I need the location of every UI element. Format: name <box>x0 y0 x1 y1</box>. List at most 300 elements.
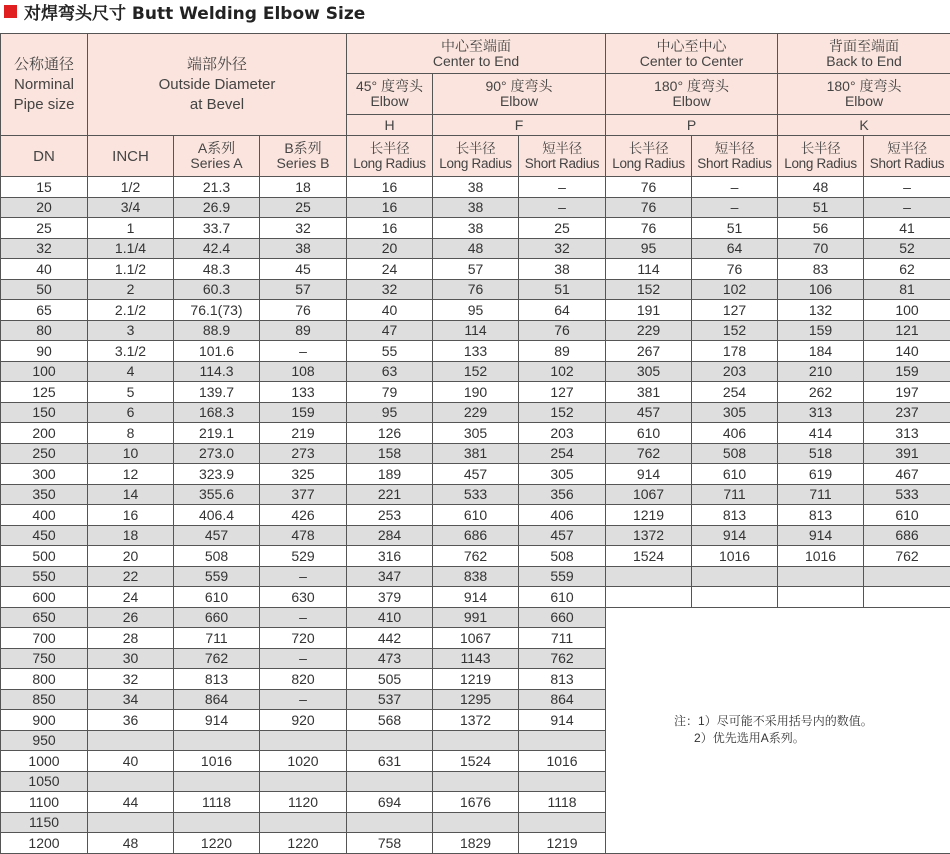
cell-series-a: 864 <box>174 689 260 710</box>
cell-series-a: 559 <box>174 566 260 587</box>
cell-f-long: 1295 <box>433 689 519 710</box>
cell-k-long: 414 <box>778 423 864 444</box>
cell-f-short: 305 <box>519 464 606 485</box>
cell-series-a: 660 <box>174 607 260 628</box>
cell-inch: 24 <box>88 587 174 608</box>
cell-series-b: 18 <box>260 177 347 198</box>
cell-series-a: 21.3 <box>174 177 260 198</box>
cell-f-short: 25 <box>519 218 606 239</box>
cell-k-short: 140 <box>864 341 950 362</box>
header-h-long-radius: 长半径 Long Radius <box>347 136 433 177</box>
cell-dn: 150 <box>1 402 88 423</box>
cell-inch: 4 <box>88 361 174 382</box>
cell-dn: 450 <box>1 525 88 546</box>
cell-f-short: 1118 <box>519 792 606 813</box>
cell-series-b: 820 <box>260 669 347 690</box>
cell-dn: 350 <box>1 484 88 505</box>
cell-f-short: 203 <box>519 423 606 444</box>
cell-p-long: 1067 <box>606 484 692 505</box>
cell-k-short: 533 <box>864 484 950 505</box>
page-title <box>0 0 950 28</box>
cell-f-short: 356 <box>519 484 606 505</box>
cell-f-long <box>433 771 519 792</box>
cell-series-a: 139.7 <box>174 382 260 403</box>
cell-inch: 28 <box>88 628 174 649</box>
cell-h-long: 568 <box>347 710 433 731</box>
cell-p-short: 305 <box>692 402 778 423</box>
cell-inch: 5 <box>88 382 174 403</box>
cell-k-short <box>864 566 950 587</box>
cell-series-b: 273 <box>260 443 347 464</box>
cell-k-short: 237 <box>864 402 950 423</box>
cell-inch: 1.1/4 <box>88 238 174 259</box>
table-row <box>1 320 950 341</box>
cell-k-short: 197 <box>864 382 950 403</box>
cell-f-short: 1016 <box>519 751 606 772</box>
cell-p-short: 203 <box>692 361 778 382</box>
cell-f-short: 914 <box>519 710 606 731</box>
header-p-short-radius: 短半径 Short Radius <box>692 136 778 177</box>
cell-f-short: 559 <box>519 566 606 587</box>
cell-p-long: 229 <box>606 320 692 341</box>
cell-p-long: 305 <box>606 361 692 382</box>
cell-p-short: 178 <box>692 341 778 362</box>
cell-p-short: 610 <box>692 464 778 485</box>
header-f-long-radius: 长半径 Long Radius <box>433 136 519 177</box>
cell-h-long: 16 <box>347 177 433 198</box>
cell-p-short: 152 <box>692 320 778 341</box>
cell-f-short: 64 <box>519 300 606 321</box>
cell-k-short: 41 <box>864 218 950 239</box>
cell-f-long: 914 <box>433 587 519 608</box>
cell-h-long: 32 <box>347 279 433 300</box>
cell-series-a: 323.9 <box>174 464 260 485</box>
cell-series-a: 711 <box>174 628 260 649</box>
cell-dn: 550 <box>1 566 88 587</box>
cell-f-short: 76 <box>519 320 606 341</box>
cell-series-b: 159 <box>260 402 347 423</box>
cell-dn: 25 <box>1 218 88 239</box>
table-row <box>1 607 950 628</box>
cell-f-long: 48 <box>433 238 519 259</box>
cell-f-short: 406 <box>519 505 606 526</box>
cell-series-b: – <box>260 341 347 362</box>
cell-f-long: 610 <box>433 505 519 526</box>
cell-inch: 1/2 <box>88 177 174 198</box>
cell-f-short: 457 <box>519 525 606 546</box>
cell-p-long: 457 <box>606 402 692 423</box>
cell-inch: 10 <box>88 443 174 464</box>
cell-inch: 14 <box>88 484 174 505</box>
cell-inch: 8 <box>88 423 174 444</box>
cell-f-long: 991 <box>433 607 519 628</box>
cell-h-long <box>347 771 433 792</box>
cell-series-b: 89 <box>260 320 347 341</box>
cell-f-short: – <box>519 197 606 218</box>
cell-h-long: 20 <box>347 238 433 259</box>
cell-h-long: 410 <box>347 607 433 628</box>
cell-h-long: 16 <box>347 197 433 218</box>
cell-f-short: 51 <box>519 279 606 300</box>
cell-series-b: 426 <box>260 505 347 526</box>
cell-h-long: 63 <box>347 361 433 382</box>
cell-inch: 2 <box>88 279 174 300</box>
cell-series-b: 478 <box>260 525 347 546</box>
cell-k-short: 610 <box>864 505 950 526</box>
cell-k-long: 184 <box>778 341 864 362</box>
cell-p-long: 610 <box>606 423 692 444</box>
cell-series-b: – <box>260 689 347 710</box>
cell-p-short: 813 <box>692 505 778 526</box>
cell-f-short: 864 <box>519 689 606 710</box>
cell-p-long: 191 <box>606 300 692 321</box>
table-row <box>1 484 950 505</box>
cell-p-long: 76 <box>606 177 692 198</box>
cell-k-short: 100 <box>864 300 950 321</box>
cell-h-long: 158 <box>347 443 433 464</box>
cell-dn: 100 <box>1 361 88 382</box>
cell-f-short: 610 <box>519 587 606 608</box>
cell-series-b: 920 <box>260 710 347 731</box>
cell-series-a: 88.9 <box>174 320 260 341</box>
header-f-short-radius: 短半径 Short Radius <box>519 136 606 177</box>
cell-k-long <box>778 566 864 587</box>
cell-k-long <box>778 587 864 608</box>
cell-f-long: 1219 <box>433 669 519 690</box>
cell-p-short: 102 <box>692 279 778 300</box>
cell-h-long: 79 <box>347 382 433 403</box>
cell-inch: 22 <box>88 566 174 587</box>
cell-series-a: 610 <box>174 587 260 608</box>
cell-f-long: 686 <box>433 525 519 546</box>
cell-f-short <box>519 771 606 792</box>
cell-f-long: 95 <box>433 300 519 321</box>
cell-f-long: 190 <box>433 382 519 403</box>
cell-series-a: 33.7 <box>174 218 260 239</box>
cell-dn: 600 <box>1 587 88 608</box>
cell-f-long: 762 <box>433 546 519 567</box>
cell-f-short: 89 <box>519 341 606 362</box>
cell-series-b: 630 <box>260 587 347 608</box>
cell-dn: 20 <box>1 197 88 218</box>
cell-p-short: 127 <box>692 300 778 321</box>
table-row <box>1 341 950 362</box>
cell-dn: 750 <box>1 648 88 669</box>
cell-series-a: 355.6 <box>174 484 260 505</box>
cell-f-long: 1829 <box>433 833 519 854</box>
cell-inch: 30 <box>88 648 174 669</box>
cell-series-b: – <box>260 607 347 628</box>
cell-h-long: 47 <box>347 320 433 341</box>
cell-series-b: 76 <box>260 300 347 321</box>
cell-f-short <box>519 730 606 751</box>
header-f: F <box>433 115 606 136</box>
cell-series-a: 508 <box>174 546 260 567</box>
cell-k-short: 391 <box>864 443 950 464</box>
cell-f-long: 76 <box>433 279 519 300</box>
cell-f-long: 229 <box>433 402 519 423</box>
cell-f-long: 152 <box>433 361 519 382</box>
cell-inch: 12 <box>88 464 174 485</box>
cell-series-a: 762 <box>174 648 260 669</box>
cell-series-a: 219.1 <box>174 423 260 444</box>
cell-inch: 1.1/2 <box>88 259 174 280</box>
cell-f-short: 1219 <box>519 833 606 854</box>
cell-p-short: 64 <box>692 238 778 259</box>
cell-series-b: 57 <box>260 279 347 300</box>
cell-series-b: – <box>260 566 347 587</box>
table-row <box>1 443 950 464</box>
cell-p-short: 1016 <box>692 546 778 567</box>
cell-inch <box>88 771 174 792</box>
cell-f-long: 305 <box>433 423 519 444</box>
cell-inch: 18 <box>88 525 174 546</box>
cell-series-b: 1220 <box>260 833 347 854</box>
table-body <box>1 177 950 854</box>
cell-k-short: 313 <box>864 423 950 444</box>
cell-series-a: 1016 <box>174 751 260 772</box>
cell-p-long: 762 <box>606 443 692 464</box>
cell-series-b: 45 <box>260 259 347 280</box>
table-row <box>1 566 950 587</box>
table-row <box>1 218 950 239</box>
cell-series-a: 457 <box>174 525 260 546</box>
table-row <box>1 546 950 567</box>
cell-dn: 32 <box>1 238 88 259</box>
header-45-elbow: 45° 度弯头 Elbow <box>347 74 433 115</box>
table-row <box>1 259 950 280</box>
cell-p-short: – <box>692 177 778 198</box>
cell-series-a: 60.3 <box>174 279 260 300</box>
cell-inch: 48 <box>88 833 174 854</box>
cell-k-long: 51 <box>778 197 864 218</box>
cell-k-short: 81 <box>864 279 950 300</box>
header-back-to-end: 背面至端面 Back to End <box>778 34 950 74</box>
cell-p-long: 95 <box>606 238 692 259</box>
cell-p-long: 1372 <box>606 525 692 546</box>
cell-k-short: 686 <box>864 525 950 546</box>
cell-f-long: 38 <box>433 177 519 198</box>
cell-p-short <box>692 587 778 608</box>
cell-inch: 20 <box>88 546 174 567</box>
cell-dn: 1000 <box>1 751 88 772</box>
cell-series-a <box>174 812 260 833</box>
table-row <box>1 300 950 321</box>
cell-dn: 700 <box>1 628 88 649</box>
cell-inch: 34 <box>88 689 174 710</box>
cell-p-long <box>606 566 692 587</box>
cell-f-long <box>433 730 519 751</box>
cell-h-long: 95 <box>347 402 433 423</box>
header-center-to-center: 中心至中心 Center to Center <box>606 34 778 74</box>
cell-f-short: 813 <box>519 669 606 690</box>
cell-dn: 1100 <box>1 792 88 813</box>
cell-dn: 80 <box>1 320 88 341</box>
cell-k-short: 467 <box>864 464 950 485</box>
notes: 注：1）尽可能不采用括号内的数值。 2）优先选用A系列。 <box>606 607 950 853</box>
cell-inch: 3.1/2 <box>88 341 174 362</box>
table-row <box>1 382 950 403</box>
cell-dn: 1200 <box>1 833 88 854</box>
cell-k-long: 1016 <box>778 546 864 567</box>
cell-series-b <box>260 730 347 751</box>
cell-k-long: 711 <box>778 484 864 505</box>
cell-series-a: 114.3 <box>174 361 260 382</box>
cell-p-short: 51 <box>692 218 778 239</box>
table-row <box>1 587 950 608</box>
cell-k-long: 619 <box>778 464 864 485</box>
cell-inch: 36 <box>88 710 174 731</box>
cell-f-short <box>519 812 606 833</box>
cell-f-short: 762 <box>519 648 606 669</box>
cell-series-b: 720 <box>260 628 347 649</box>
cell-k-long: 313 <box>778 402 864 423</box>
cell-h-long <box>347 730 433 751</box>
header-h: H <box>347 115 433 136</box>
header-inch: INCH <box>88 136 174 177</box>
table-row <box>1 464 950 485</box>
header-k-short-radius: 短半径 Short Radius <box>864 136 950 177</box>
cell-dn: 200 <box>1 423 88 444</box>
cell-h-long: 631 <box>347 751 433 772</box>
cell-h-long: 473 <box>347 648 433 669</box>
cell-k-short: 762 <box>864 546 950 567</box>
cell-k-long: 518 <box>778 443 864 464</box>
cell-f-long: 114 <box>433 320 519 341</box>
cell-series-b: – <box>260 648 347 669</box>
cell-series-a: 914 <box>174 710 260 731</box>
cell-dn: 650 <box>1 607 88 628</box>
cell-inch <box>88 730 174 751</box>
cell-dn: 300 <box>1 464 88 485</box>
cell-h-long: 537 <box>347 689 433 710</box>
cell-p-long: 381 <box>606 382 692 403</box>
cell-f-long: 1676 <box>433 792 519 813</box>
header-p-long-radius: 长半径 Long Radius <box>606 136 692 177</box>
cell-h-long: 505 <box>347 669 433 690</box>
cell-inch: 40 <box>88 751 174 772</box>
cell-series-a <box>174 730 260 751</box>
cell-k-short: 159 <box>864 361 950 382</box>
cell-dn: 1150 <box>1 812 88 833</box>
cell-inch: 32 <box>88 669 174 690</box>
cell-series-a: 48.3 <box>174 259 260 280</box>
cell-p-short <box>692 566 778 587</box>
header-180-elbow-p: 180° 度弯头 Elbow <box>606 74 778 115</box>
header-center-to-end: 中心至端面 Center to End <box>347 34 606 74</box>
cell-k-short <box>864 587 950 608</box>
cell-h-long: 347 <box>347 566 433 587</box>
cell-inch: 3/4 <box>88 197 174 218</box>
cell-k-short: – <box>864 177 950 198</box>
cell-f-short: 38 <box>519 259 606 280</box>
cell-k-long: 262 <box>778 382 864 403</box>
cell-series-b <box>260 771 347 792</box>
cell-f-short: 508 <box>519 546 606 567</box>
cell-dn: 65 <box>1 300 88 321</box>
cell-h-long: 379 <box>347 587 433 608</box>
cell-dn: 850 <box>1 689 88 710</box>
cell-p-short: 508 <box>692 443 778 464</box>
header-180-elbow-k: 180° 度弯头 Elbow <box>778 74 950 115</box>
cell-series-b: 32 <box>260 218 347 239</box>
cell-f-long: 1143 <box>433 648 519 669</box>
cell-inch: 1 <box>88 218 174 239</box>
table-row <box>1 361 950 382</box>
cell-p-short: 914 <box>692 525 778 546</box>
header-dn: DN <box>1 136 88 177</box>
title-marker-icon <box>4 5 17 18</box>
header-p: P <box>606 115 778 136</box>
cell-f-short: 102 <box>519 361 606 382</box>
cell-k-long: 106 <box>778 279 864 300</box>
cell-p-long: 267 <box>606 341 692 362</box>
cell-series-a: 273.0 <box>174 443 260 464</box>
title-text: 对焊弯头尺寸 Butt Welding Elbow Size <box>24 0 365 24</box>
cell-series-a <box>174 771 260 792</box>
cell-series-b: 1120 <box>260 792 347 813</box>
cell-h-long: 16 <box>347 218 433 239</box>
cell-inch: 3 <box>88 320 174 341</box>
header-90-elbow: 90° 度弯头 Elbow <box>433 74 606 115</box>
cell-p-long: 1219 <box>606 505 692 526</box>
header-outside-diameter: 端部外径 Outside Diameter at Bevel <box>88 34 347 136</box>
table-row <box>1 423 950 444</box>
cell-f-long: 457 <box>433 464 519 485</box>
cell-dn: 15 <box>1 177 88 198</box>
cell-dn: 400 <box>1 505 88 526</box>
cell-series-b: 38 <box>260 238 347 259</box>
cell-h-long: 316 <box>347 546 433 567</box>
cell-f-long: 133 <box>433 341 519 362</box>
cell-series-a: 168.3 <box>174 402 260 423</box>
cell-k-long: 70 <box>778 238 864 259</box>
cell-k-short: – <box>864 197 950 218</box>
cell-series-a: 42.4 <box>174 238 260 259</box>
cell-series-b <box>260 812 347 833</box>
cell-p-short: 711 <box>692 484 778 505</box>
cell-series-a: 76.1(73) <box>174 300 260 321</box>
cell-dn: 90 <box>1 341 88 362</box>
table-row <box>1 279 950 300</box>
header-k: K <box>778 115 950 136</box>
header-series-a: A系列 Series A <box>174 136 260 177</box>
cell-p-short: 76 <box>692 259 778 280</box>
cell-dn: 1050 <box>1 771 88 792</box>
cell-f-long: 38 <box>433 197 519 218</box>
cell-f-short: 127 <box>519 382 606 403</box>
cell-p-long: 76 <box>606 218 692 239</box>
cell-inch: 44 <box>88 792 174 813</box>
cell-p-long: 1524 <box>606 546 692 567</box>
cell-f-long: 57 <box>433 259 519 280</box>
header-nominal: 公称通径 Norminal Pipe size <box>1 34 88 136</box>
table-row <box>1 238 950 259</box>
cell-series-b: 1020 <box>260 751 347 772</box>
cell-series-b: 133 <box>260 382 347 403</box>
cell-p-short: – <box>692 197 778 218</box>
cell-p-short: 254 <box>692 382 778 403</box>
cell-f-short: 152 <box>519 402 606 423</box>
header-series-b: B系列 Series B <box>260 136 347 177</box>
cell-series-a: 406.4 <box>174 505 260 526</box>
cell-k-long: 210 <box>778 361 864 382</box>
cell-series-a: 1220 <box>174 833 260 854</box>
cell-series-b: 529 <box>260 546 347 567</box>
cell-series-b: 108 <box>260 361 347 382</box>
cell-f-long <box>433 812 519 833</box>
cell-p-long <box>606 587 692 608</box>
